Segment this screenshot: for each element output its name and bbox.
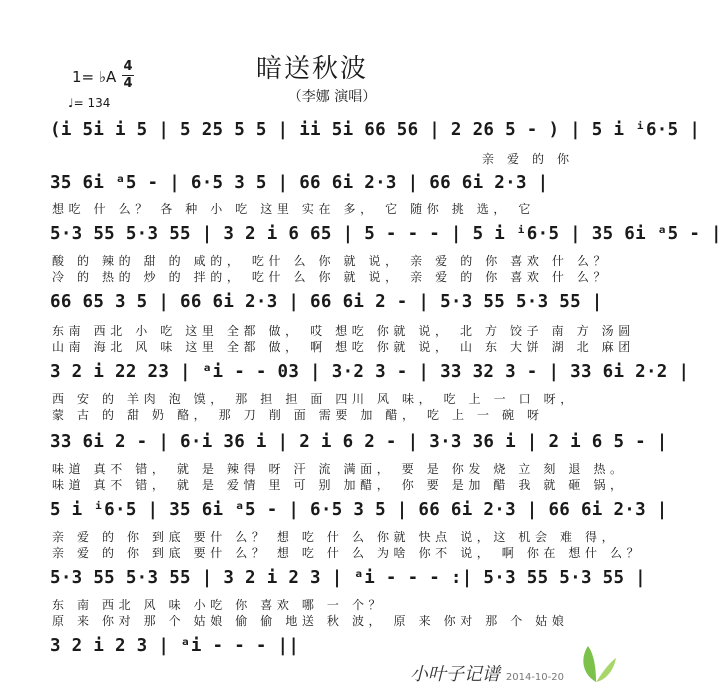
lyric-line: 东南 西北 小 吃 这里 全都 做， 哎 想吃 你就 说， 北 方 饺子 南 方 汤圆 [52,324,635,338]
lyric-line: 西 安 的 羊肉 泡 馍， 那 担 担 面 四川 风 味， 吃 上 一 口 呀， [52,392,577,406]
meter-top: 4 [123,59,133,74]
lyric-line: 东 南 西北 风 味 小吃 你 喜欢 哪 一 个？ [52,598,386,612]
score-notes-row: 5·3 55 5·3 55 | 3 2 i 6 65 | 5 - - - | 5 i ⁱ6·5 | 35 6i ᵃ5 - | [50,224,722,244]
score-notes-row: 35 6i ᵃ5 - | 6·5 3 5 | 66 6i 2·3 | 66 6i 2·3 | [50,173,549,193]
lyric-line: 味道 真不 错， 就 是 辣得 呀 汗 流 满面， 要 是 你发 烧 立 刻 退 热。 [52,462,627,476]
lyric-line: 味道 真不 错， 就 是 爱情 里 可 别 加醋， 你 要 是加 醋 我 就 砸 锅， [52,478,627,492]
score-notes-row: (i 5i i 5 | 5 25 5 5 | ii 5i 66 56 | 2 26 5 - ) | 5 i ⁱ6·5 | [50,120,701,140]
meter-bottom: 4 [123,76,133,91]
time-signature [122,60,134,91]
signature-text: 小叶子记谱 [409,664,500,685]
leaf-decoration-icon [574,640,618,684]
transcriber-signature [410,660,564,686]
score-notes-row: 5·3 55 5·3 55 | 3 2 i 2 3 | ᵃi - - - :| 5·3 55 5·3 55 | [50,568,646,588]
score-notes-row: 3 2 i 22 23 | ᵃi - - 03 | 3·2 3 - | 33 32 3 - | 33 6i 2·2 | [50,362,690,382]
score-notes-row: 33 6i 2 - | 6·i 36 i | 2 i 6 2 - | 3·3 36 i | 2 i 6 5 - | [50,432,668,452]
lyric-line: 酸 的 辣的 甜 的 咸的， 吃什 么 你 就 说， 亲 爱 的 你 喜欢 什 么？ [52,254,611,268]
lyric-line: 冷 的 热的 炒 的 拌的， 吃什 么 你 就 说， 亲 爱 的 你 喜欢 什 么？ [52,270,611,284]
score-notes-row: 66 65 3 5 | 66 6i 2·3 | 66 6i 2 - | 5·3 55 5·3 55 | [50,292,603,312]
lyric-line: 原 来 你对 那 个 姑娘 偷 偷 地送 秋 波， 原 来 你对 那 个 姑娘 [52,614,569,628]
signature-date: 2014-10-20 [505,672,564,683]
lyric-line: 想吃 什 么？ 各 种 小 吃 这里 实在 多， 它 随你 挑 选， 它 [52,202,536,216]
lyric-line: 亲 爱 的 你 到底 要什 么？ 想 吃 什 么 你就 快点 说，这 机会 难 得， [52,530,619,544]
score-notes-row: 5 i ⁱ6·5 | 35 6i ᵃ5 - | 6·5 3 5 | 66 6i 2·3 | 66 6i 2·3 | [50,500,668,520]
lyric-line: 亲 爱 的 你 [482,152,574,166]
score-notes-row: 3 2 i 2 3 | ᵃi - - - || [50,636,300,656]
singer-credit: （李娜 演唱） [287,89,377,105]
song-title: 暗送秋波 [255,54,368,84]
key-signature: 1= ♭A [72,68,117,86]
lyric-line: 蒙 古 的 甜 奶 酪， 那 刀 削 面 需要 加 醋， 吃 上 一 碗 呀 [52,408,544,422]
lyric-line: 山南 海北 风 味 这里 全都 做， 啊 想吃 你就 说， 山 东 大饼 湖 北 麻团 [52,340,635,354]
tempo-marking: ♩= 134 [68,96,111,110]
lyric-line: 亲 爱 的 你 到底 要什 么？ 想 吃 什 么 为啥 你不 说， 啊 你在 想什 么？ [52,546,644,560]
